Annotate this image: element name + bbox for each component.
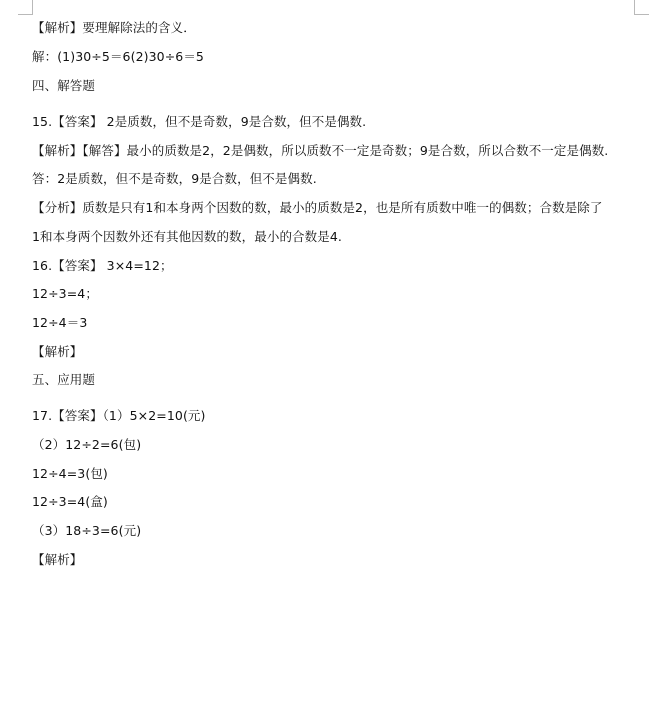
analysis-line: 【解析】 [32, 552, 83, 567]
answer-line: 15.【答案】 2是质数，但不是奇数，9是合数，但不是偶数. [32, 114, 367, 129]
analysis-line: 【解析】【解答】最小的质数是2，2是偶数，所以质数不一定是奇数；9是合数，所以合数不一定是偶数. [32, 143, 609, 158]
equation-line: 12÷3=4； [32, 286, 98, 301]
page-corner-mark-left [18, 0, 33, 15]
answer-line: 17.【答案】（1）5×2=10(元) [32, 408, 206, 423]
equation-line: （2）12÷2=6(包) [32, 437, 142, 452]
answer-text-line: 答：2是质数，但不是奇数，9是合数，但不是偶数. [32, 171, 317, 186]
analysis-line: 【解析】 [32, 344, 83, 359]
equation-line: 12÷3=4(盒) [32, 494, 108, 509]
analysis-line: 【解析】要理解除法的含义． [32, 20, 196, 35]
equation-line: 12÷4＝3 [32, 315, 88, 330]
equation-line: （3）18÷3=6(元) [32, 523, 142, 538]
analysis-paragraph-line: 1和本身两个因数外还有其他因数的数，最小的合数是4. [32, 229, 342, 244]
analysis-paragraph-line: 【分析】质数是只有1和本身两个因数的数，最小的质数是2，也是所有质数中唯一的偶数；合数是除了 [32, 200, 603, 215]
section-heading: 四、解答题 [32, 78, 96, 93]
solution-line: 解：(1)30÷5＝6(2)30÷6＝5 [32, 49, 204, 64]
section-heading: 五、应用题 [32, 372, 96, 387]
answer-line: 16.【答案】 3×4=12； [32, 258, 173, 273]
page-corner-mark-right [634, 0, 649, 15]
equation-line: 12÷4=3(包) [32, 466, 108, 481]
